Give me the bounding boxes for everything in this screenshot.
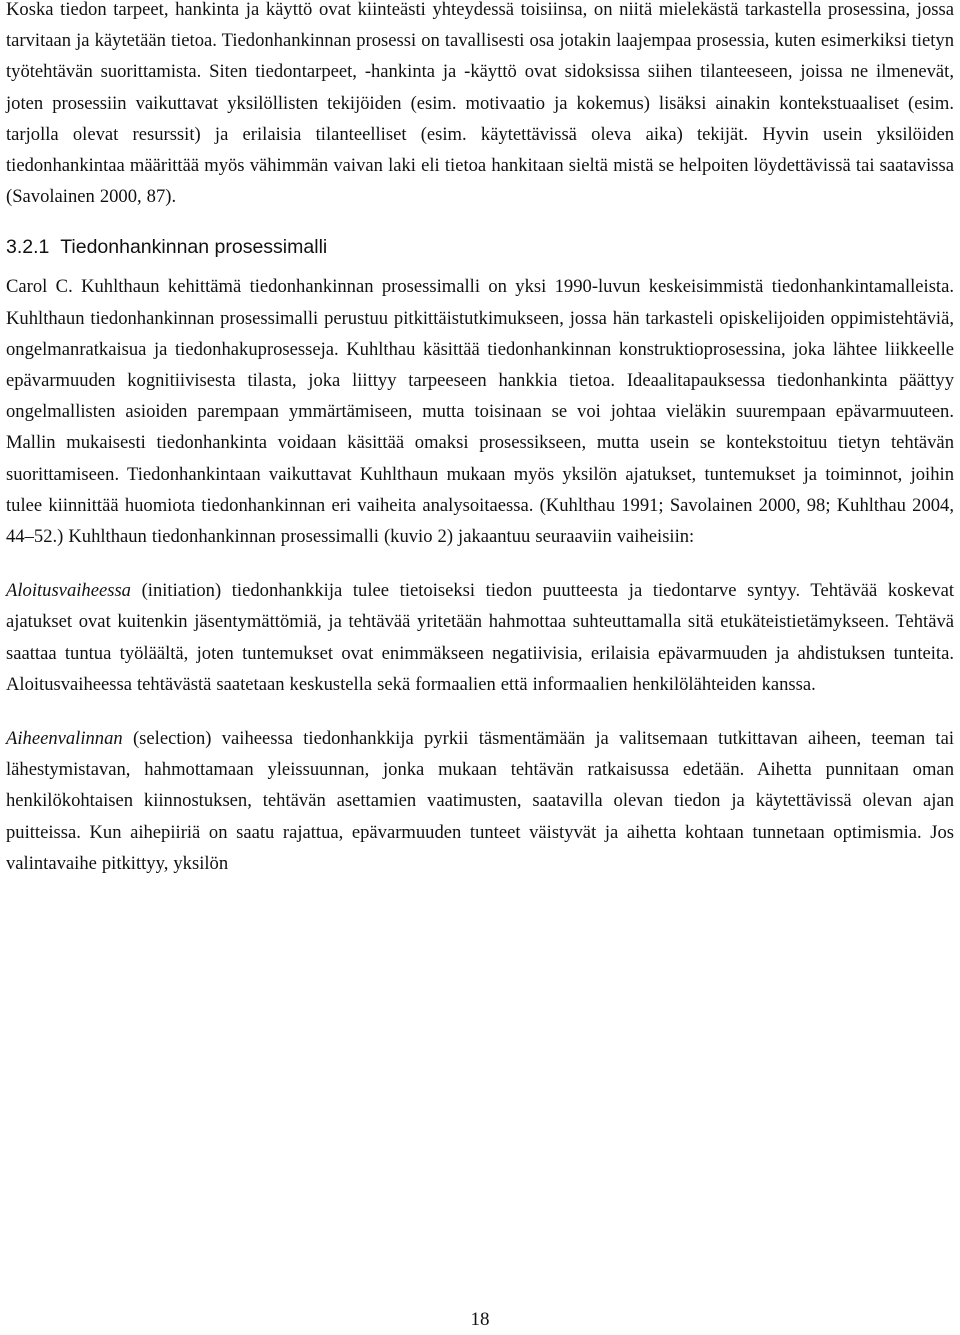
section-heading [6, 232, 954, 262]
term-selection: Aiheenvalinnan [6, 728, 123, 750]
paragraph-initiation-stage [6, 575, 954, 700]
document-page [6, 0, 954, 879]
paragraph-kuhlthau-model: Carol C. Kuhlthaun kehittämä tiedonhankinnan prosessimalli on yksi 1990-luvun keskeisimmistä tiedonhankintamalleista. Kuhlthaun tiedonhankinnan prosessimalli perustuu pitkittäistutkimukseen, jossa hän tarkasteli opiskelijoiden oppimistehtäviä, ongelmanratkaisua ja tiedonhakuprosesseja. Kuhlthau käsittää tiedonhankinnan konstruktioprosessina, joka lähtee liikkeelle epävarmuuden kognitiivisesta tilasta, joka liittyy tarpeeseen hankkia tietoa. Ideaalitapauksessa tiedonhankinta päättyy ongelmallisten asioiden parempaan ymmärtämiseen, mutta toisinaan se voi johtaa vieläkin suurempaan epävarmuuteen. Mallin mukaisesti tiedonhankinta voidaan käsittää omaksi prosessikseen, mutta usein se kontekstoituu tietyn tehtävän suorittamiseen. Tiedonhankintaan vaikuttavat Kuhlthaun mukaan myös yksilön ajatukset, tuntemukset ja toiminnot, joihin tulee kiinnittää huomiota tiedonhankinnan eri vaiheita analysoitaessa. (Kuhlthau 1991; Savolainen 2000, 98; Kuhlthau 2004, 44–52.) Kuhlthaun tiedonhankinnan prosessimalli (kuvio 2) jakaantuu seuraaviin vaiheisiin: [6, 276, 954, 548]
section-number: 3.2.1 [6, 236, 50, 259]
section-title: Tiedonhankinnan prosessimalli [60, 236, 328, 259]
paragraph-selection-text: (selection) vaiheessa tiedonhankkija pyrkii täsmentämään ja valitsemaan tutkittavan aiheen, teeman tai lähestymistavan, hahmottamaan yleissuunnan, jonka mukaan tehtävän ratkaisussa edetään. Aihetta punnitaan oman henkilökohtaisen kiinnostuksen, tehtävän asettamien vaatimusten, saatavilla olevan tiedon ja käytettävissä olevan ajan puitteissa. Kun aihepiiriä on saatu rajattua, epävarmuuden tunteet väistyvät ja aihetta kohtaan tunnetaan optimismia. Jos valintavaihe pitkittyy, yksilön [6, 728, 954, 874]
paragraph-initiation-text: (initiation) tiedonhankkija tulee tietoiseksi tiedon puutteesta ja tiedontarve syntyy. Tehtävää koskevat ajatukset ovat kuitenkin jäsentymättömiä, ja tehtävää yritetään hahmottaa suhteuttamalla sitä etukäteistietämykseen. Tehtävä saattaa tuntua työläältä, joten tuntemukset ovat enimmäkseen negatiivisia, erilaisia epävarmuuden ja ahdistuksen tunteita. Aloitusvaiheessa tehtävästä saatetaan keskustella sekä formaalien että informaalien henkilölähteiden kanssa. [6, 580, 954, 695]
page-number: 18 [470, 1309, 490, 1330]
paragraph-selection-stage [6, 723, 954, 879]
paragraph-information-seeking-process: Koska tiedon tarpeet, hankinta ja käyttö ovat kiinteästi yhteydessä toisiinsa, on niitä mielekästä tarkastella prosessina, jossa tarvitaan ja käytetään tietoa. Tiedonhankinnan prosessi on tavallisesti osa jotakin laajempaa prosessia, kuten esimerkiksi tietyn työtehtävän suorittamista. Siten tiedontarpeet, -hankinta ja -käyttö ovat sidoksissa siihen tilanteeseen, joissa ne ilmenevät, joten prosessiin vaikuttavat yksilöllisten tekijöiden (esim. motivaatio ja kokemus) lisäksi ainakin kontekstuaaliset (esim. tarjolla olevat resurssit) ja erilaisia tilanteelliset (esim. käytettävissä oleva aika) tekijät. Hyvin usein yksilöiden tiedonhankintaa määrittää myös vähimmän vaivan laki eli tietoa hankitaan sieltä mistä se helpoiten löydettävissä tai saatavissa (Savolainen 2000, 87). [6, 0, 954, 208]
term-initiation: Aloitusvaiheessa [6, 580, 131, 602]
